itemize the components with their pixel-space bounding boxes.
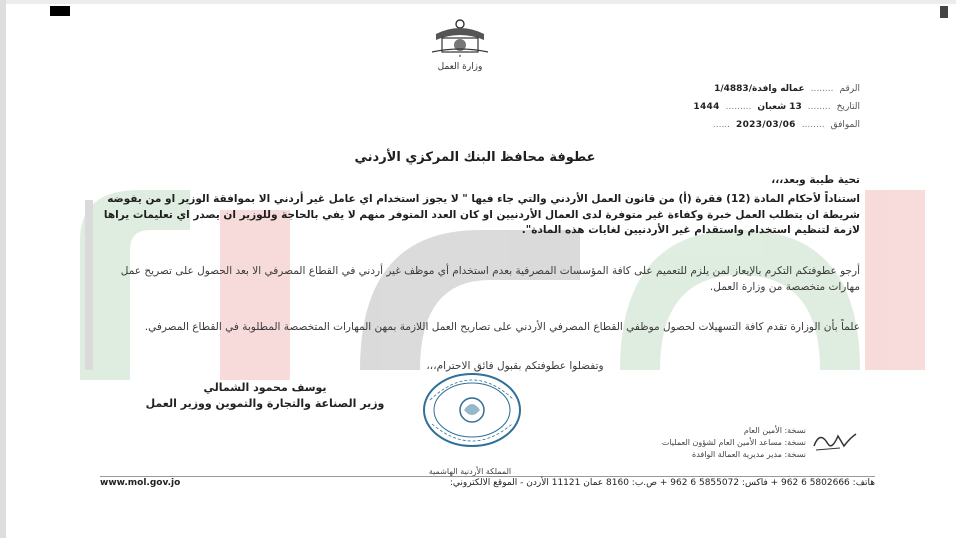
copies-list — [566, 425, 806, 461]
reference-number-label: الرقم — [839, 84, 860, 94]
scan-top-edge — [0, 0, 956, 4]
reference-block — [600, 80, 860, 134]
addressee: عطوفة محافظ البنك المركزي الأردني — [354, 150, 596, 165]
dots: ...... — [712, 120, 731, 130]
gregorian-date-row — [600, 116, 860, 134]
copy-item: نسخة: الأمين العام — [743, 426, 806, 435]
hijri-date-value: 13 شعبان — [757, 102, 802, 112]
reference-number-row — [600, 80, 860, 98]
reference-number-value: عماله وافدة/1/4883 — [714, 84, 805, 94]
paragraph-legal-basis: استناداً لأحكام المادة (12) فقرة (أ) من قانون العمل الأردني والتي جاء فيها " لا يجوز استخدام اي عامل غير أردني الا بموافقة الوزير او من يفوضه شريطة ان يتطلب العمل خبرة وكفاءة غير متوفرة لدى العمال الأردنيين او كان العدد المتوفر منهم لا يفي بالحاجة وللوزير ان يصدر اي تعليمات يراها لازمة لتنظيم استخدام واستقدام غير الأردنيين لغايات هذه المادة". — [103, 193, 860, 236]
svg-text:ة: ة — [458, 53, 462, 58]
footer-kingdom: المملكة الأردنية الهاشمية — [320, 467, 620, 476]
hijri-year-value: 1444 — [693, 102, 720, 112]
scan-artifact — [940, 6, 948, 18]
copy-item: نسخة: مساعد الأمين العام لشؤون العمليات — [661, 438, 806, 447]
copy-item: نسخة: مدير مديرية العمالة الوافدة — [692, 450, 806, 459]
gregorian-date-label: الموافق — [830, 120, 860, 130]
scan-left-edge — [0, 0, 6, 538]
signer-title: وزير الصناعة والتجارة والتموين ووزير العمل — [145, 397, 385, 410]
royal-crest-icon — [428, 18, 492, 58]
official-stamp-icon — [420, 370, 524, 450]
initials-signature-icon — [810, 428, 860, 452]
dots: ........ — [801, 120, 825, 130]
gregorian-date-value: 2023/03/06 — [736, 120, 796, 130]
signature-block — [100, 380, 430, 412]
scan-artifact — [50, 6, 70, 16]
ministry-name: وزارة العمل — [437, 62, 483, 72]
dots: ........ — [807, 102, 831, 112]
footer-divider — [100, 476, 875, 477]
paragraph-request: أرجو عطوفتكم التكرم بالإيعاز لمن يلزم للتعميم على كافة المؤسسات المصرفية بعدم استخدام أي موظف غير أردني في القطاع المصرفي الا بعد الحصول على تصريح عمل مهارات متخصصة من وزارة العمل. — [120, 265, 860, 293]
dots: ........ — [810, 84, 834, 94]
greeting: تحية طيبة وبعد،،، — [771, 174, 860, 186]
signer-name: يوسف محمود الشمالي — [203, 381, 327, 394]
footer-website: www.mol.gov.jo — [100, 478, 181, 488]
hijri-date-label: التاريخ — [836, 102, 860, 112]
hijri-date-row — [600, 98, 860, 116]
paragraph-facilitation: علماً بأن الوزارة تقدم كافة التسهيلات لحصول موظفي القطاع المصرفي الأردني على تصاريح العمل اللازمة بمهن المهارات المتخصصة المطلوبة في القطاع المصرفي. — [144, 321, 860, 333]
footer-contact — [100, 478, 875, 488]
dots: ......... — [725, 102, 752, 112]
footer-contact-details: هاتف: 5802666 6 962 + فاكس: 5855072 6 962 + ص.ب: 8160 عمان 11121 الأردن - الموقع الالكتروني: — [449, 478, 875, 488]
closing-line: وتفضلوا عطوفتكم بقبول فائق الاحترام،،، — [426, 360, 604, 372]
